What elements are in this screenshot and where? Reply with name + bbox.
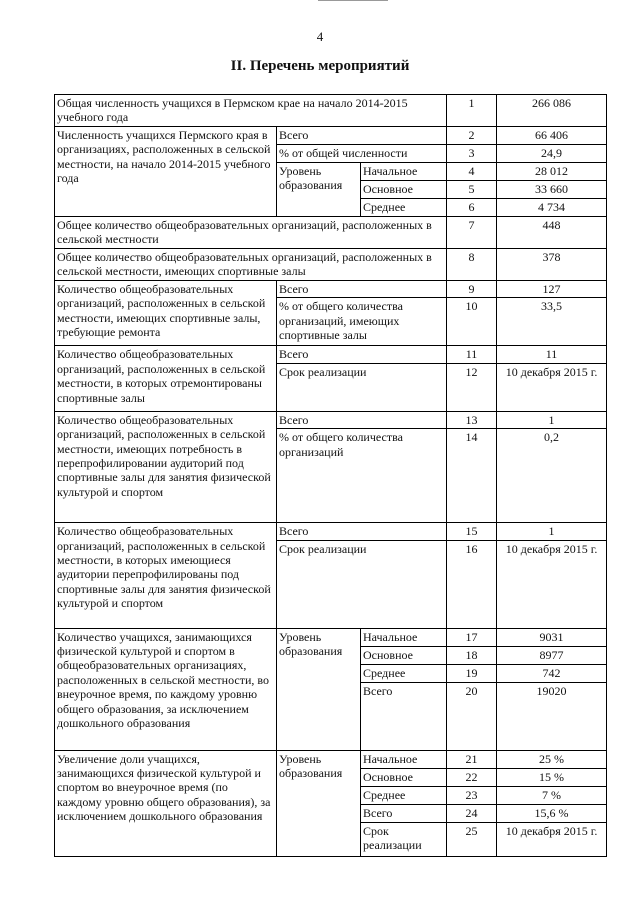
row-label: Общее количество общеобразовательных организаций, расположенных в сельской местности, имеющих спортивные залы <box>55 249 447 281</box>
level-label: Уровень образования <box>277 163 361 217</box>
row-label: Общее количество общеобразовательных организаций, расположенных в сельской местности <box>55 217 447 249</box>
row-value: 10 декабря 2015 г. <box>497 822 607 856</box>
row-value: 127 <box>497 281 607 298</box>
row-value: 1 <box>497 411 607 428</box>
row-value: 8977 <box>497 646 607 664</box>
sub-label: Всего <box>277 346 447 363</box>
row-label: Общая численность учащихся в Пермском крае на начало 2014-2015 учебного года <box>55 95 447 127</box>
level-label: Уровень образования <box>277 628 361 750</box>
table-row <box>55 411 607 428</box>
row-label: Количество общеобразовательных организаций, расположенных в сельской местности, в которых отремонтированы спортивные залы <box>55 346 277 411</box>
row-value: 7 % <box>497 786 607 804</box>
row-number: 21 <box>447 750 497 768</box>
section-title: II. Перечень мероприятий <box>230 58 410 74</box>
row-label: Увеличение доли учащихся, занимающихся физической культурой и спортом во внеурочное время (по каждому уровню общего образования), за исключением дошкольного образования <box>55 750 277 856</box>
sub-label: Срок реализации <box>277 540 447 628</box>
table-row <box>55 249 607 281</box>
row-value: 742 <box>497 664 607 682</box>
row-number: 4 <box>447 163 497 181</box>
page-number: 4 <box>316 29 324 44</box>
table-row <box>55 750 607 768</box>
sub-label: Всего <box>277 523 447 540</box>
row-value: 24,9 <box>497 145 607 163</box>
table-row <box>55 346 607 363</box>
row-value: 1 <box>497 523 607 540</box>
row-number: 19 <box>447 664 497 682</box>
row-value: 15,6 % <box>497 804 607 822</box>
row-number: 14 <box>447 429 497 523</box>
row-value: 10 декабря 2015 г. <box>497 540 607 628</box>
level-item: Начальное <box>361 163 447 181</box>
level-item: Основное <box>361 768 447 786</box>
row-number: 15 <box>447 523 497 540</box>
table-row <box>55 523 607 540</box>
level-item: Всего <box>361 682 447 750</box>
row-value: 66 406 <box>497 127 607 145</box>
sub-label: % от общей численности <box>277 145 447 163</box>
row-number: 1 <box>447 95 497 127</box>
row-number: 17 <box>447 628 497 646</box>
table-row <box>55 281 607 298</box>
level-item: Среднее <box>361 786 447 804</box>
row-value: 10 декабря 2015 г. <box>497 363 607 411</box>
row-label: Количество общеобразовательных организаций, расположенных в сельской местности, имеющих спортивные залы, требующие ремонта <box>55 281 277 346</box>
row-value: 0,2 <box>497 429 607 523</box>
row-number: 6 <box>447 199 497 217</box>
level-item: Основное <box>361 181 447 199</box>
row-value: 28 012 <box>497 163 607 181</box>
row-number: 12 <box>447 363 497 411</box>
table-row <box>55 217 607 249</box>
level-item: Среднее <box>361 664 447 682</box>
table-row <box>55 127 607 145</box>
row-number: 8 <box>447 249 497 281</box>
table-row <box>55 628 607 646</box>
level-item: Срок реализации <box>361 822 447 856</box>
sub-label: Всего <box>277 127 447 145</box>
row-value: 448 <box>497 217 607 249</box>
level-item: Основное <box>361 646 447 664</box>
row-value: 19020 <box>497 682 607 750</box>
level-label: Уровень образования <box>277 750 361 856</box>
row-label: Количество общеобразовательных организаций, расположенных в сельской местности, имеющих потребность в перепрофилировании аудиторий под спортивные залы для занятия физической культурой и спортом <box>55 411 277 522</box>
row-number: 11 <box>447 346 497 363</box>
row-value: 378 <box>497 249 607 281</box>
sub-label: Всего <box>277 281 447 298</box>
level-item: Начальное <box>361 628 447 646</box>
row-label: Количество учащихся, занимающихся физической культурой и спортом в общеобразовательных организациях, расположенных в сельской местности, во внеурочное время, по каждому уровню общего образования, за исключением дошкольного образования <box>55 628 277 750</box>
row-number: 20 <box>447 682 497 750</box>
row-number: 2 <box>447 127 497 145</box>
sub-label: % от общего количества организаций, имеющих спортивные залы <box>277 298 447 346</box>
level-item: Начальное <box>361 750 447 768</box>
sub-label: % от общего количества организаций <box>277 429 447 523</box>
row-value: 33 660 <box>497 181 607 199</box>
top-rule <box>318 0 388 1</box>
row-number: 9 <box>447 281 497 298</box>
row-value: 4 734 <box>497 199 607 217</box>
row-number: 18 <box>447 646 497 664</box>
row-value: 266 086 <box>497 95 607 127</box>
sub-label: Срок реализации <box>277 363 447 411</box>
row-label: Количество общеобразовательных организаций, расположенных в сельской местности, в которых имеющиеся аудитории перепрофилированы под спортивные залы для занятия физической культурой и спортом <box>55 523 277 628</box>
table-row <box>55 95 607 127</box>
row-number: 23 <box>447 786 497 804</box>
row-value: 25 % <box>497 750 607 768</box>
row-number: 3 <box>447 145 497 163</box>
row-label: Численность учащихся Пермского края в организациях, расположенных в сельской местности, на начало 2014-2015 учебного года <box>55 127 277 217</box>
row-value: 9031 <box>497 628 607 646</box>
level-item: Среднее <box>361 199 447 217</box>
row-number: 13 <box>447 411 497 428</box>
level-item: Всего <box>361 804 447 822</box>
row-number: 25 <box>447 822 497 856</box>
row-number: 7 <box>447 217 497 249</box>
row-value: 11 <box>497 346 607 363</box>
row-number: 16 <box>447 540 497 628</box>
sub-label: Всего <box>277 411 447 428</box>
row-number: 10 <box>447 298 497 346</box>
row-number: 24 <box>447 804 497 822</box>
row-value: 33,5 <box>497 298 607 346</box>
measures-table <box>54 94 607 857</box>
row-number: 22 <box>447 768 497 786</box>
row-number: 5 <box>447 181 497 199</box>
row-value: 15 % <box>497 768 607 786</box>
